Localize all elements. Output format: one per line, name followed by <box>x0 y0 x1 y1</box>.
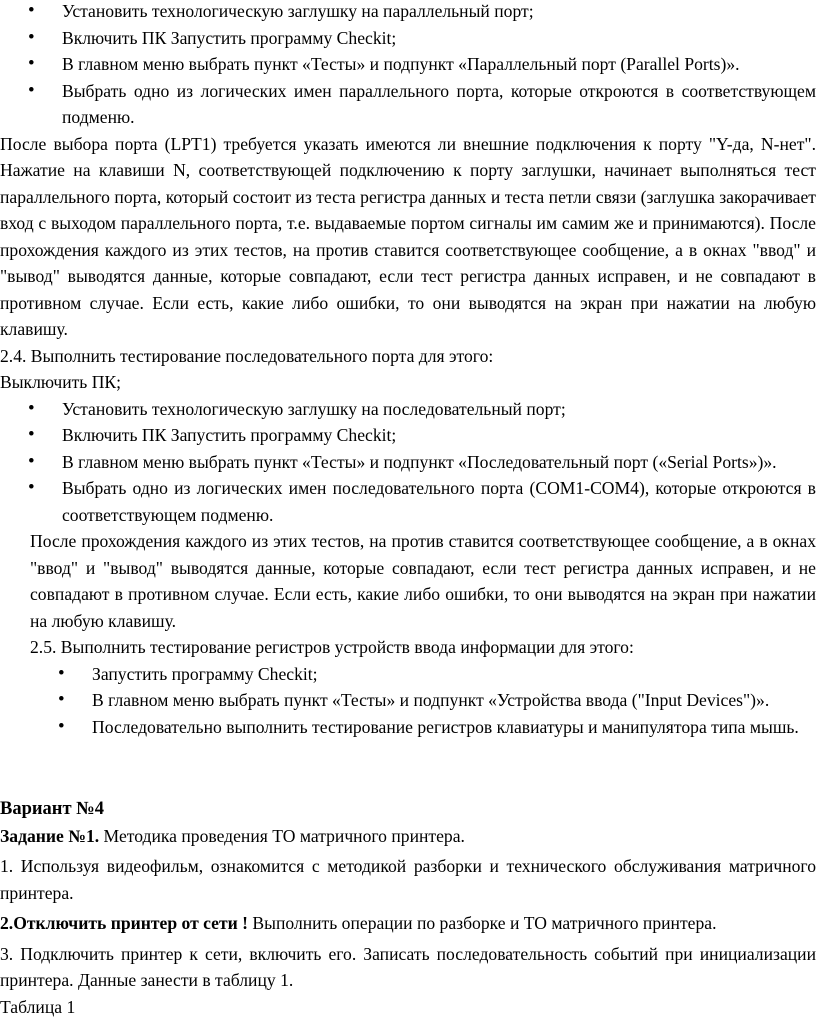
step-3: 3. Подключить принтер к сети, включить его. Записать последовательность событий при инициализации принтера. Данные занести в таблицу 1. <box>0 943 816 990</box>
list-item: • Установить технологическую заглушку на параллельный порт; <box>0 0 816 25</box>
parallel-port-steps <box>0 0 816 131</box>
list-item: • Включить ПК Запустить программу Checkit; <box>0 422 816 449</box>
list-item: • Запустить программу Checkit; <box>0 661 816 688</box>
variant-title: Вариант №4 <box>0 799 104 819</box>
task-text: Методика проведения ТО матричного принтера. <box>99 825 465 846</box>
list-item: • В главном меню выбрать пункт «Тесты» и подпункт «Устройства ввода ("Input Devices")». <box>0 687 816 714</box>
list-item: • Последовательно выполнить тестирование регистров клавиатуры и манипулятора типа мышь. <box>0 714 816 741</box>
step-2 <box>0 910 816 937</box>
parallel-port-paragraph: После выбора порта (LPT1) требуется указать имеются ли внешние подключения к порту "Y-да, N-нет". Нажатие на клавиши N, соответствующей подключению к порту заглушки, начинает выполняться тест параллельного порта, который состоит из теста регистра данных и теста петли связи (заглушка закорачивает вход с выходом параллельного порта, т.е. выдаваемые портом сигналы им самим же и принимаются). После прохождения каждого из этих тестов, на против ставится соответствующее сообщение, а в окнах "ввод" и "вывод" выводятся данные, которые совпадают, если тест регистра данных исправен, и не совпадают в противном случае. Если есть, какие либо ошибки, то они выводятся на экран при нажатии на любую клавишу. <box>0 133 816 339</box>
step-1: 1. Используя видеофильм, ознакомится с методикой разборки и технического обслуживания матричного принтера. <box>0 856 816 903</box>
list-item: • Выбрать одно из логических имен последовательного порта (COM1-COM4), которые откроются в соответствующем подменю. <box>0 475 816 528</box>
step-2-text: Выполнить операции по разборке и ТО матричного принтера. <box>248 913 717 933</box>
power-off-text: Выключить ПК; <box>0 372 122 392</box>
list-item: • Установить технологическую заглушку на последовательный порт; <box>0 396 816 423</box>
serial-port-steps <box>0 396 816 529</box>
list-item: • В главном меню выбрать пункт «Тесты» и подпункт «Последовательный порт («Serial Ports»)». <box>0 449 816 476</box>
list-item: • В главном меню выбрать пункт «Тесты» и подпункт «Параллельный порт (Parallel Ports)». <box>0 51 816 78</box>
section-heading-2-4: 2.4. Выполнить тестирование последовательного порта для этого: <box>0 345 494 366</box>
task-line <box>0 823 816 850</box>
serial-port-paragraph: После прохождения каждого из этих тестов, на против ставится соответствующее сообщение, а в окнах "ввод" и "вывод" выводятся данные, которые совпадают, если тест регистра данных исправен, и не совпадают в противном случае. Если есть, какие либо ошибки, то они выводятся на экран при нажатии на любую клавишу. <box>30 531 816 631</box>
task-label: Задание №1. <box>0 825 100 846</box>
list-item: • Включить ПК Запустить программу Checkit; <box>0 25 816 52</box>
section-heading-2-5: 2.5. Выполнить тестирование регистров устройств ввода информации для этого: <box>30 637 634 657</box>
step-2-warning: 2.Отключить принтер от сети ! <box>0 913 249 933</box>
table-caption: Таблица 1 <box>0 996 76 1017</box>
spacer <box>0 740 816 792</box>
input-devices-steps <box>0 661 816 741</box>
list-item: • Выбрать одно из логических имен параллельного порта, которые откроются в соответствующем подменю. <box>0 78 816 131</box>
